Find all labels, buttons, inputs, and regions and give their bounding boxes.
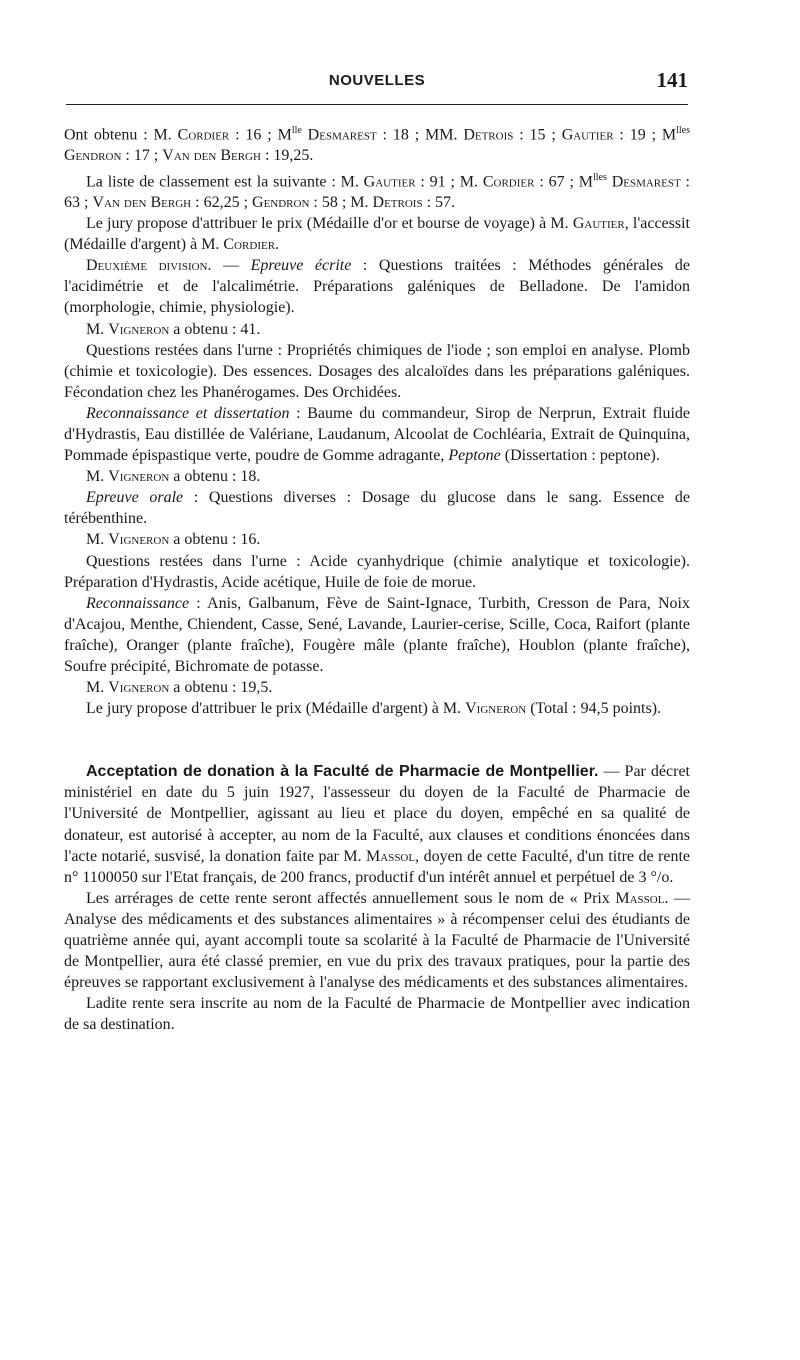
header-rule xyxy=(66,104,688,105)
article-body xyxy=(64,120,690,1036)
page-header xyxy=(66,68,688,100)
paragraph-second-division: Deuxième division. — Epreuve écrite : Questions traitées : Méthodes générales de l'acidimétrie et de l'alcalimétrie. Préparations galéniques de Belladone. De l'amidon (morphologie, chimie, physiologie). xyxy=(64,257,690,317)
paragraph-vigneron-final: M. Vigneron a obtenu : 19,5. xyxy=(86,679,273,697)
paragraph-rente-inscription: Ladite rente sera inscrite au nom de la Faculté de Pharmacie de Montpellier avec indication de sa destination. xyxy=(64,995,690,1034)
paragraph-vigneron-written: M. Vigneron a obtenu : 41. xyxy=(86,320,261,338)
paragraph-vigneron-recognition: M. Vigneron a obtenu : 18. xyxy=(86,468,261,486)
paragraph-results-first-division: Ont obtenu : M. Cordier : 16 ; $M^{lle}$ Desmarest : 18 ; MM. Detrois : 15 ; Gautier : 19 ; $M^{lles}$ Gendron : 17 ; Van den Bergh : 19,25. xyxy=(64,125,691,165)
paragraph-ranking: La liste de classement est la suivante : M. Gautier : 91 ; M. Cordier : 67 ; $M^{lles}$ Desmarest : 63 ; Van den Bergh : 62,25 ; Gendron : 58 ; M. Detrois : 57. xyxy=(64,171,690,211)
paragraph-remaining-questions-oral: Questions restées dans l'urne : Acide cyanhydrique (chimie analytique et toxicologie). Préparation d'Hydrastis, Acide acétique, Huile de foie de morue. xyxy=(64,552,690,591)
paragraph-donation: Acceptation de donation à la Faculté de Pharmacie de Montpellier. — Par décret ministériel en date du 5 juin 1927, l'assesseur du doyen de la Faculté de Pharmacie de l'Université de Montpellier, agissant au lieu et place du doyen, empêché en sa qualité de donateur, est autorisé à accepter, au nom de la Faculté, aux clauses et conditions énoncées dans l'acte notarié, susvisé, la donation faite par M. Massol, doyen de cette Faculté, d'un titre de rente n° 1100050 sur l'Etat français, de 200 francs, productif d'un intérêt annuel et perpétuel de 3 °/o. xyxy=(64,763,691,886)
paragraph-oral-exam: Epreuve orale : Questions diverses : Dosage du glucose dans le sang. Essence de térébenthine. xyxy=(64,489,691,528)
paragraph-remaining-questions: Questions restées dans l'urne : Propriétés chimiques de l'iode ; son emploi en analyse. Plomb (chimie et toxicologie). Des essences. Dosages des alcaloïdes dans les préparations galéniques. Fécondation chez les Phanérogames. Des Orchidées. xyxy=(64,341,690,401)
page-number: 141 xyxy=(656,68,688,92)
paragraph-jury-gold-medal: Le jury propose d'attribuer le prix (Médaille d'or et bourse de voyage) à M. Gautier, l'accessit (Médaille d'argent) à M. Cordier. xyxy=(64,215,690,254)
running-title: NOUVELLES xyxy=(328,72,426,89)
paragraph-jury-silver-medal: Le jury propose d'attribuer le prix (Médaille d'argent) à M. Vigneron (Total : 94,5 points). xyxy=(86,700,662,718)
section-title: Acceptation de donation à la Faculté de Pharmacie de Montpellier. xyxy=(86,763,599,781)
section-gap xyxy=(64,719,690,761)
paragraph-recognition-dissertation: Reconnaissance et dissertation : Baume du commandeur, Sirop de Nerprun, Extrait fluide d'Hydrastis, Eau distillée de Valériane, Laudanum, Alcoolat de Cochléaria, Extrait de Quinquina, Pommade épispastique verte, poudre de Gomme adragante, Peptone (Dissertation : peptone). xyxy=(64,404,690,465)
paragraph-prix-massol: Les arrérages de cette rente seront affectés annuellement sous le nom de « Prix Massol. — Analyse des médicaments et des substances alimentaires » à récompenser celui des étudiants de quatrième année qui, ayant accompli toute sa scolarité à la Faculté de Pharmacie de l'Université de Montpellier, aura été classé premier, en vue du prix des travaux pratiques, pour la partie des épreuves se rapportant exclusivement à l'analyse des médicaments et des substances alimentaires. xyxy=(64,889,690,992)
paragraph-vigneron-oral: M. Vigneron a obtenu : 16. xyxy=(86,531,261,549)
paragraph-recognition-plants: Reconnaissance : Anis, Galbanum, Fève de Saint-Ignace, Turbith, Cresson de Para, Noix d'Acajou, Menthe, Chiendent, Casse, Sené, Lavande, Laurier-cerise, Scille, Coca, Raifort (plante fraîche), Oranger (plante fraîche), Fougère mâle (plante fraîche), Houblon (plante fraîche), Soufre précipité, Bichromate de potasse. xyxy=(64,594,690,675)
